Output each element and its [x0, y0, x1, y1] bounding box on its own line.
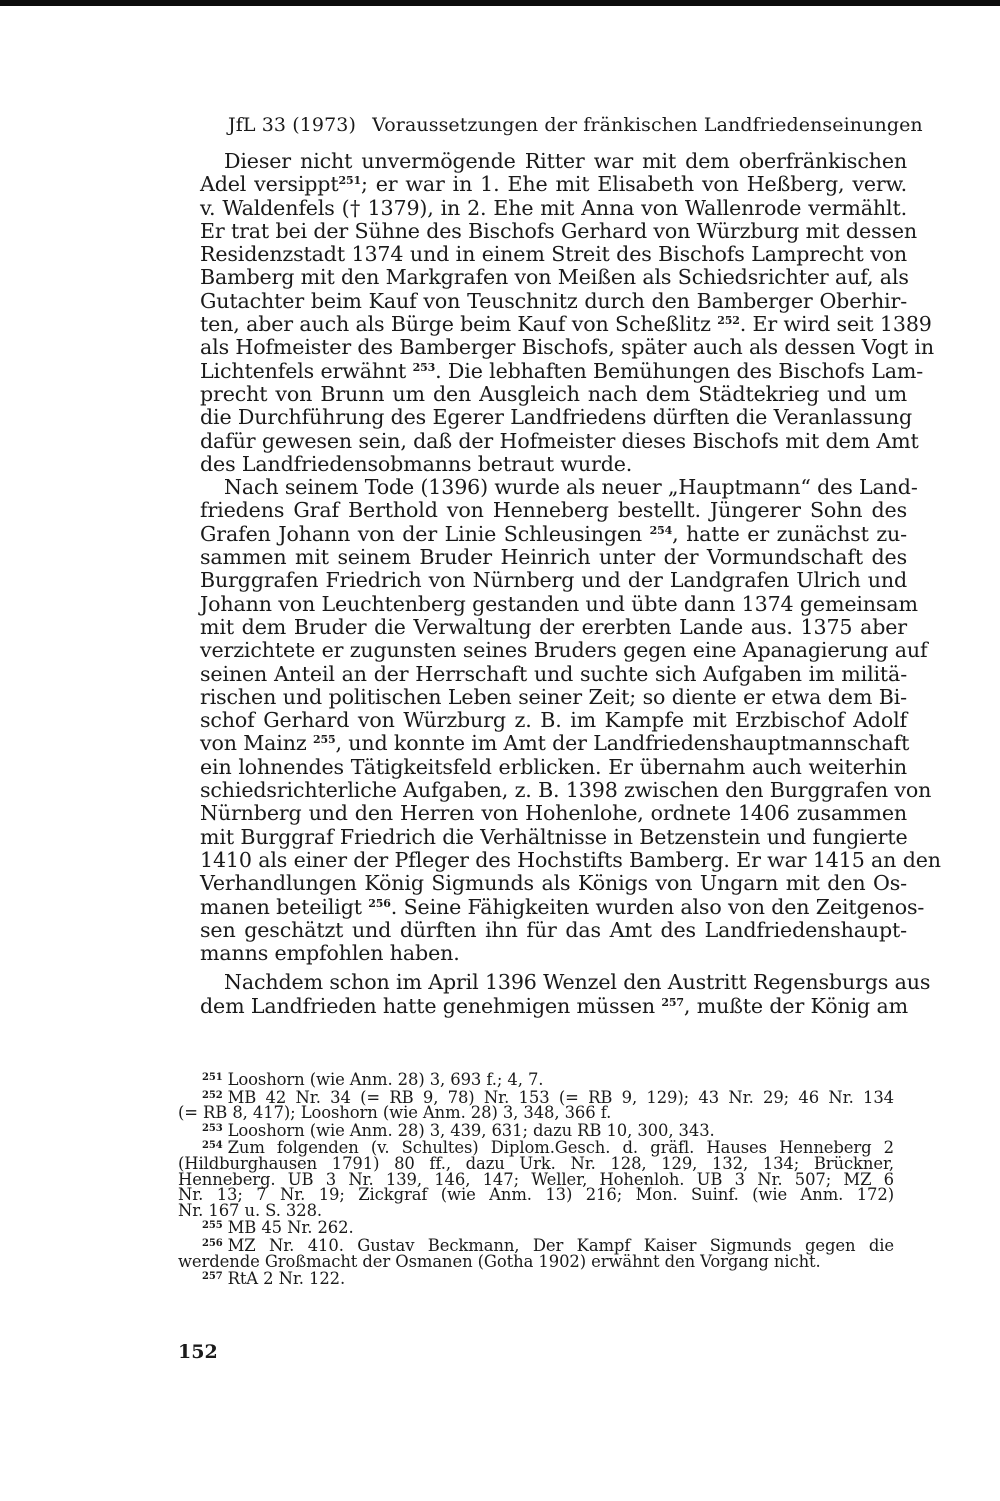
- text-line: [200, 616, 907, 639]
- footnote: [178, 1269, 894, 1287]
- text-line: [200, 453, 907, 476]
- footnote: [178, 1218, 894, 1236]
- footnote-number: 257: [202, 1271, 223, 1283]
- text-run: Residenzstadt 1374 und in einem Streit des Bischofs Lamprecht von: [200, 242, 907, 267]
- footnote-line: [178, 1251, 894, 1271]
- text-run: Lichtenfels erwähnt: [200, 358, 413, 383]
- text-line: [200, 173, 907, 196]
- text-line: [200, 591, 918, 616]
- text-run: schof Gerhard von Würzburg z. B. im Kampfe mit Erzbischof Adolf: [200, 708, 907, 733]
- footnotes: [178, 1070, 894, 1287]
- text-run: precht von Brunn um den Ausgleich nach dem Städtekrieg und um: [200, 381, 907, 406]
- footnote-reference[interactable]: 255: [312, 733, 336, 747]
- text-line: [200, 358, 924, 383]
- text-line: [200, 428, 919, 453]
- text-run: Nürnberg und den Herren von Hohenlohe, ordnete 1406 zusammen: [200, 801, 907, 826]
- text-run: , und konnte im Amt der Landfriedenshauptmannschaft: [335, 731, 910, 756]
- text-run: Bamberg mit den Markgrafen von Meißen als Schiedsrichter auf, als: [200, 265, 909, 290]
- footnote-text: werdende Großmacht der Osmanen (Gotha 1902) erwähnt den Vorgang nicht.: [178, 1251, 821, 1271]
- footnote-line: [178, 1105, 894, 1121]
- footnote: [178, 1138, 894, 1218]
- text-line: [200, 970, 931, 995]
- page-number: 152: [178, 1341, 218, 1363]
- text-run: Nach seinem Tode (1396) wurde als neuer „Hauptmann“ des Land-: [224, 475, 918, 500]
- scan-border: [0, 0, 1000, 6]
- text-run: ; er war in 1. Ehe mit Elisabeth von Heßberg, verw.: [360, 172, 907, 197]
- footnote-text: Looshorn (wie Anm. 28) 3, 439, 631; dazu RB 10, 300, 343.: [227, 1120, 715, 1140]
- footnote-text: MZ Nr. 410. Gustav Beckmann, Der Kampf Kaiser Sigmunds gegen die: [227, 1235, 894, 1255]
- text-run: sen geschätzt und dürften ihn für das Amt des Landfriedenshaupt-: [200, 917, 907, 942]
- footnote-text: Henneberg. UB 3 Nr. 139, 146, 147; Weller, Hohenloh. UB 3 Nr. 507; MZ 6: [178, 1169, 894, 1189]
- text-run: rischen und politischen Leben seiner Zeit; so diente er etwa dem Bi-: [200, 684, 907, 709]
- text-run: Grafen Johann von der Linie Schleusingen: [200, 521, 650, 546]
- text-line: [200, 150, 907, 173]
- text-line: [200, 778, 932, 803]
- footnote-number: 256: [202, 1237, 223, 1249]
- text-run: v. Waldenfels († 1379), in 2. Ehe mit Anna von Wallenrode vermählt.: [200, 195, 907, 220]
- footnote-text: Zum folgenden (v. Schultes) Diplom.Gesch. d. gräfl. Hauses Henneberg 2: [227, 1138, 894, 1158]
- text-line: [200, 523, 907, 546]
- text-line: [200, 499, 907, 522]
- text-run: , hatte er zunächst zu-: [672, 521, 907, 546]
- footnote-reference[interactable]: 256: [368, 896, 391, 910]
- text-run: Nachdem schon im April 1396 Wenzel den Austritt Regensburgs aus: [224, 970, 931, 995]
- footnote-line: [178, 1121, 894, 1139]
- text-run: von Mainz: [200, 731, 313, 756]
- footnote-text: (= RB 8, 417); Looshorn (wie Anm. 28) 3, 348, 366 f.: [178, 1103, 612, 1123]
- text-run: Dieser nicht unvermögende Ritter war mit dem oberfränkischen: [224, 149, 907, 173]
- text-run: , mußte der König am: [683, 993, 908, 1018]
- running-header: [228, 112, 928, 138]
- journal-reference: JfL 33 (1973): [228, 114, 357, 136]
- text-run: mit dem Bruder die Verwaltung der ererbten Lande aus. 1375 aber: [200, 614, 907, 639]
- text-line: [200, 919, 907, 942]
- text-run: Gutachter beim Kauf von Teuschnitz durch den Bamberger Oberhir-: [200, 288, 907, 313]
- text-run: verzichtete er zugunsten seines Bruders gegen eine Apanagierung auf: [200, 638, 928, 663]
- footnote: [178, 1121, 894, 1139]
- paragraph: [200, 475, 941, 966]
- footnote-number: 253: [202, 1122, 223, 1134]
- text-run: des Landfriedensobmanns betraut wurde.: [200, 451, 633, 476]
- text-line: [200, 663, 907, 686]
- footnote-number: 252: [202, 1089, 223, 1101]
- text-line: [200, 872, 907, 895]
- text-line: [200, 802, 907, 825]
- text-line: [200, 218, 917, 243]
- text-line: [200, 405, 913, 430]
- footnote-number: 251: [202, 1072, 223, 1083]
- footnote-reference[interactable]: 252: [717, 314, 740, 328]
- footnote-reference[interactable]: 254: [649, 523, 673, 537]
- paragraph: [200, 149, 934, 476]
- text-run: Er trat bei der Sühne des Bischofs Gerhard von Würzburg mit dessen: [200, 218, 917, 243]
- text-run: Johann von Leuchtenberg gestanden und übte dann 1374 gemeinsam: [200, 591, 918, 616]
- footnote-reference[interactable]: 251: [338, 174, 361, 188]
- text-run: . Seine Fähigkeiten wurden also von den Zeitgenos-: [390, 894, 925, 919]
- text-line: [200, 383, 907, 406]
- footnote-reference[interactable]: 257: [661, 995, 684, 1009]
- text-line: [200, 569, 907, 592]
- text-run: die Durchführung des Egerer Landfriedens dürften die Veranlassung: [200, 405, 913, 430]
- text-run: 1410 als einer der Pfleger des Hochstifts Bamberg. Er war 1415 an den: [200, 847, 941, 872]
- text-line: [200, 197, 907, 220]
- text-run: Burggrafen Friedrich von Nürnberg und der Landgrafen Ulrich und: [200, 568, 907, 593]
- text-line: [200, 686, 907, 709]
- footnote-text: Looshorn (wie Anm. 28) 3, 693 f.; 4, 7.: [227, 1070, 544, 1089]
- text-line: [200, 266, 907, 289]
- text-run: Adel versippt: [200, 172, 339, 197]
- text-run: sammen mit seinem Bruder Heinrich unter der Vormundschaft des: [200, 545, 907, 570]
- footnote-text: MB 42 Nr. 34 (= RB 9, 78) Nr. 153 (= RB 9, 129); 43 Nr. 29; 46 Nr. 134: [227, 1087, 894, 1107]
- footnote-text: RtA 2 Nr. 122.: [227, 1269, 346, 1289]
- text-line: [200, 894, 925, 919]
- text-run: manen beteiligt: [200, 894, 369, 919]
- text-line: [200, 638, 928, 663]
- footnote-line: [178, 1200, 894, 1220]
- text-line: [200, 826, 907, 849]
- text-run: als Hofmeister des Bamberger Bischofs, später auch als dessen Vogt in: [200, 335, 934, 360]
- text-run: manns empfohlen haben.: [200, 941, 460, 966]
- footnote: [178, 1088, 894, 1121]
- text-run: schiedsrichterliche Aufgaben, z. B. 1398 zwischen den Burggrafen von: [200, 778, 932, 803]
- text-line: [200, 942, 907, 965]
- footnote-line: [178, 1269, 894, 1287]
- text-line: [200, 995, 907, 1018]
- footnote-line: [178, 1218, 894, 1236]
- footnote-number: 254: [202, 1140, 223, 1152]
- footnote: [178, 1070, 894, 1088]
- text-run: dem Landfrieden hatte genehmigen müssen: [200, 993, 662, 1018]
- text-line: [200, 546, 907, 569]
- footnote-text: Nr. 167 u. S. 328.: [178, 1200, 323, 1220]
- text-run: . Die lebhaften Bemühungen des Bischofs Lam-: [435, 358, 924, 383]
- text-line: [200, 335, 934, 360]
- text-line: [200, 847, 941, 872]
- footnote: [178, 1236, 894, 1269]
- article-title: Voraussetzungen der fränkischen Landfriedenseinungen: [372, 114, 923, 136]
- text-run: . Er wird seit 1389: [739, 312, 932, 337]
- text-line: [200, 709, 907, 732]
- text-run: ein lohnendes Tätigkeitsfeld erblicken. Er übernahm auch weiterhin: [200, 754, 907, 779]
- footnote-text: MB 45 Nr. 262.: [227, 1218, 354, 1238]
- paragraph: [200, 970, 931, 1018]
- text-run: Verhandlungen König Sigmunds als Königs von Ungarn mit den Os-: [200, 871, 907, 896]
- text-line: [200, 312, 932, 337]
- text-run: dafür gewesen sein, daß der Hofmeister dieses Bischofs mit dem Amt: [200, 428, 919, 453]
- text-line: [200, 756, 907, 779]
- footnote-reference[interactable]: 253: [412, 360, 436, 374]
- text-line: [200, 475, 918, 500]
- body-text: [200, 149, 941, 1018]
- text-line: [200, 290, 907, 313]
- footnote-text: Nr. 13; 7 Nr. 19; Zickgraf (wie Anm. 13) 216; Mon. Suinf. (wie Anm. 172): [178, 1185, 894, 1205]
- footnote-line: [178, 1070, 894, 1088]
- text-run: seinen Anteil an der Herrschaft und suchte sich Aufgaben im militä-: [200, 661, 907, 686]
- text-line: [200, 731, 910, 756]
- text-run: ten, aber auch als Bürge beim Kauf von Scheßlitz: [200, 312, 718, 337]
- text-line: [200, 243, 907, 266]
- footnote-number: 255: [202, 1220, 223, 1232]
- footnote-text: (Hildburghausen 1791) 80 ff., dazu Urk. Nr. 128, 129, 132, 134; Brückner,: [178, 1153, 894, 1173]
- text-run: mit Burggraf Friedrich die Verhältnisse in Betzenstein und fungierte: [200, 824, 908, 849]
- text-run: friedens Graf Berthold von Henneberg bestellt. Jüngerer Sohn des: [200, 498, 907, 523]
